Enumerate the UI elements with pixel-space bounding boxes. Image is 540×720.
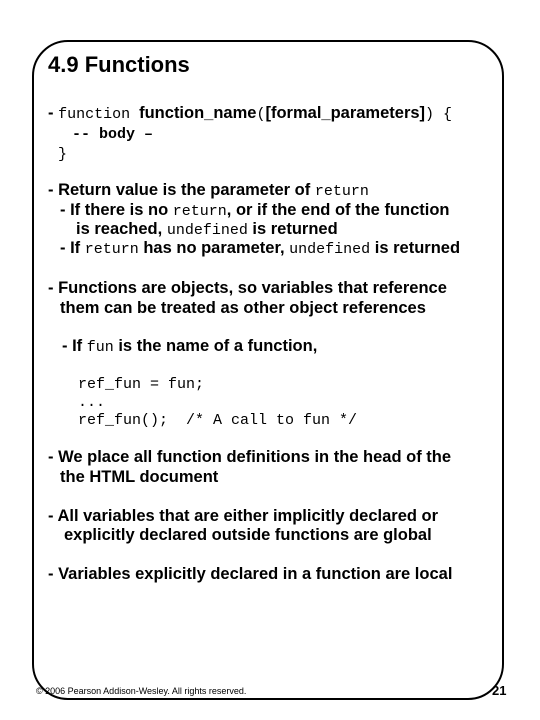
syntax-end-brace: } xyxy=(58,146,68,163)
head-line-1: - We place all function definitions in the head of the xyxy=(48,448,452,466)
return-code-2: return xyxy=(172,203,227,220)
return-line-1 xyxy=(48,180,369,202)
return-text-4a: - If xyxy=(60,239,85,257)
head-line-2: the HTML document xyxy=(60,468,219,486)
objects-line-2: them can be treated as other object references xyxy=(60,299,426,317)
return-code-4b: undefined xyxy=(289,241,371,258)
syntax-line xyxy=(48,103,452,125)
syntax-open-paren: ( xyxy=(256,106,266,123)
objects-line-3 xyxy=(62,336,317,358)
return-code-3: undefined xyxy=(166,222,248,239)
return-text-2a: - If there is no xyxy=(60,201,173,219)
syntax-end-line xyxy=(58,143,67,165)
code-line-1: ref_fun = fun; xyxy=(78,376,205,393)
return-code-1: return xyxy=(314,183,369,200)
syntax-function-keyword: function xyxy=(58,106,140,123)
syntax-function-name: function_name xyxy=(139,104,257,122)
return-code-4a: return xyxy=(84,241,139,258)
return-text-2b: , or if the end of the function xyxy=(226,201,450,219)
objects-line-1: - Functions are objects, so variables that reference xyxy=(48,279,447,297)
slide-title: 4.9 Functions xyxy=(48,52,190,77)
objects-text-3b: is the name of a function, xyxy=(113,337,318,355)
syntax-dash: - xyxy=(48,104,59,122)
syntax-body: -- body – xyxy=(72,126,154,143)
objects-text-3a: - If xyxy=(62,337,87,355)
return-text-3b: is returned xyxy=(247,220,338,238)
copyright-notice: © 2006 Pearson Addison-Wesley. All rights reserved. xyxy=(36,686,247,696)
syntax-params: [formal_parameters] xyxy=(265,104,426,122)
syntax-body-line xyxy=(72,123,153,145)
page-number: 21 xyxy=(492,683,507,698)
return-text-3a: is reached, xyxy=(76,220,167,238)
global-line-2: explicitly declared outside functions are global xyxy=(64,526,432,544)
return-text-4b: has no parameter, xyxy=(138,239,290,257)
objects-code-3: fun xyxy=(86,339,114,356)
return-line-4 xyxy=(60,238,460,260)
local-line-1: - Variables explicitly declared in a function are local xyxy=(48,565,453,583)
return-text-1: - Return value is the parameter of xyxy=(48,181,315,199)
return-text-4c: is returned xyxy=(370,239,461,257)
syntax-close-brace: ) { xyxy=(425,106,453,123)
global-line-1: - All variables that are either implicitly declared or xyxy=(48,507,439,525)
code-line-2: ... xyxy=(78,394,106,411)
code-line-3: ref_fun(); /* A call to fun */ xyxy=(78,412,358,429)
